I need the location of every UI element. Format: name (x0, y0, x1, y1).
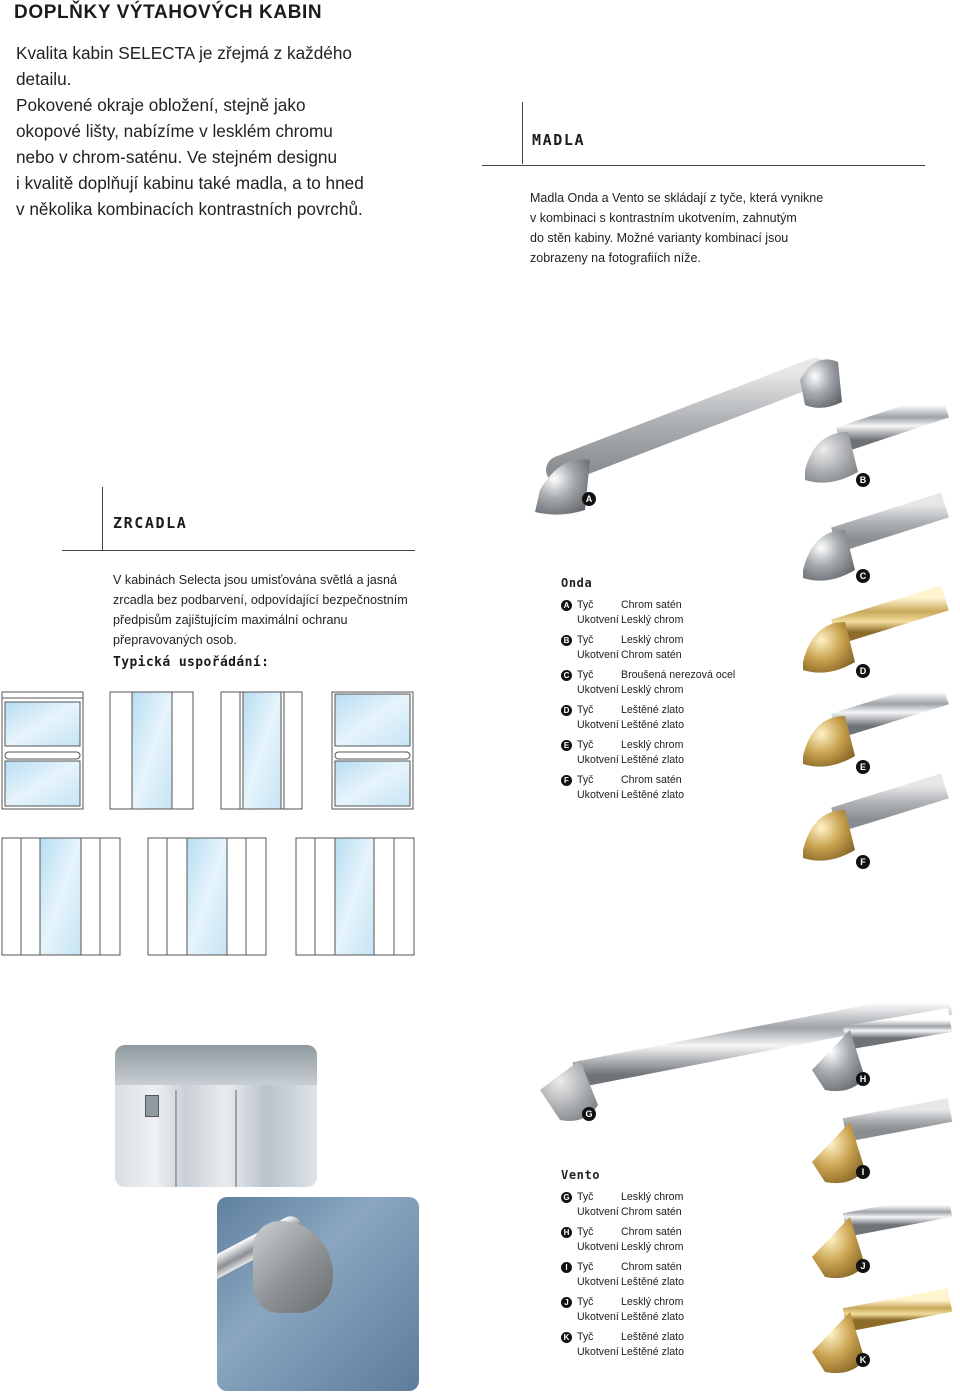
rod-value: Leštěné zlato (621, 703, 685, 716)
anchor-value: Leštěné zlato (621, 1346, 685, 1358)
letter-badge: H (561, 1227, 572, 1238)
anchor-value: Lesklý chrom (621, 614, 684, 626)
badge-a: A (582, 492, 596, 506)
rod-label: Tyč (577, 1190, 594, 1203)
anchor-value: Leštěné zlato (621, 1311, 685, 1323)
handle-onda-d (803, 598, 945, 673)
handle-onda-c (803, 505, 945, 581)
typical-arrangements-heading: Typická uspořádání: (113, 655, 270, 670)
anchor-label: Ukotvení (577, 789, 619, 801)
madla-heading: MADLA (532, 131, 586, 149)
onda-item (561, 738, 735, 769)
handle-vento-i (812, 1110, 950, 1183)
anchor-value: Chrom satén (621, 649, 682, 661)
badge-h: H (856, 1072, 870, 1086)
anchor-label: Ukotvení (577, 1276, 619, 1288)
vento-spec-list (561, 1168, 684, 1365)
anchor-label: Ukotvení (577, 754, 619, 766)
anchor-label: Ukotvení (577, 1241, 619, 1253)
handle-vento-j (812, 1205, 950, 1278)
badge-c: C (856, 569, 870, 583)
anchor-label: Ukotvení (577, 649, 619, 661)
letter-badge: G (561, 1192, 572, 1203)
badge-b: B (856, 473, 870, 487)
badge-k: K (856, 1353, 870, 1367)
rod-value: Chrom satén (621, 1260, 682, 1273)
anchor-label: Ukotvení (577, 719, 619, 731)
page-title: DOPLŇKY VÝTAHOVÝCH KABIN (14, 2, 323, 23)
vento-item (561, 1330, 684, 1361)
intro-line: Kvalita kabin SELECTA je zřejmá z každého (16, 43, 352, 63)
vento-item (561, 1260, 684, 1291)
onda-heading: Onda (561, 576, 593, 590)
letter-badge: J (561, 1297, 572, 1308)
rod-label: Tyč (577, 668, 594, 681)
letter-badge: A (561, 600, 572, 611)
onda-item (561, 773, 735, 804)
badge-d: D (856, 664, 870, 678)
rod-label: Tyč (577, 1225, 594, 1238)
anchor-value: Lesklý chrom (621, 1241, 684, 1253)
vento-heading: Vento (561, 1168, 601, 1182)
zrcadla-line: V kabinách Selecta jsou umisťována světlá a jasná (113, 573, 398, 587)
badge-i: I (856, 1165, 870, 1179)
handle-vento-k (812, 1300, 950, 1373)
letter-badge: C (561, 670, 572, 681)
letter-badge: D (561, 705, 572, 716)
anchor-value: Chrom satén (621, 1206, 682, 1218)
badge-f: F (856, 855, 870, 869)
madla-line: Madla Onda a Vento se skládají z tyče, která vynikne (530, 191, 824, 205)
anchor-value: Leštěné zlato (621, 754, 685, 766)
anchor-value: Lesklý chrom (621, 684, 684, 696)
rod-value: Chrom satén (621, 773, 682, 786)
rod-label: Tyč (577, 1295, 594, 1308)
onda-item (561, 668, 735, 699)
handle-onda-a (535, 359, 842, 514)
onda-item (561, 703, 735, 734)
anchor-value: Leštěné zlato (621, 789, 685, 801)
rod-label: Tyč (577, 773, 594, 786)
rod-label: Tyč (577, 1330, 594, 1343)
vento-item (561, 1190, 684, 1221)
intro-line: okopové lišty, nabízíme v lesklém chromu (16, 121, 333, 141)
anchor-value: Leštěné zlato (621, 1276, 685, 1288)
letter-badge: K (561, 1332, 572, 1343)
letter-badge: F (561, 775, 572, 786)
intro-line: detailu. (16, 69, 72, 89)
zrcadla-line: přepravovaných osob. (113, 633, 237, 647)
onda-item (561, 633, 735, 664)
anchor-value: Leštěné zlato (621, 719, 685, 731)
handle-onda-e (803, 692, 945, 767)
anchor-label: Ukotvení (577, 1206, 619, 1218)
handle-onda-f (803, 786, 945, 861)
anchor-label: Ukotvení (577, 614, 619, 626)
letter-badge: E (561, 740, 572, 751)
zrcadla-line: zrcadla bez podbarvení, odpovídající bezpečnostním (113, 593, 408, 607)
badge-j: J (856, 1259, 870, 1273)
letter-badge: B (561, 635, 572, 646)
madla-line: v kombinaci s kontrastním ukotvením, zahnutým (530, 211, 797, 225)
rod-value: Leštěné zlato (621, 1330, 685, 1343)
intro-line: v několika kombinacích kontrastních povrchů. (16, 199, 363, 219)
rod-value: Chrom satén (621, 1225, 682, 1238)
madla-line: do stěn kabiny. Možné varianty kombinací jsou (530, 231, 789, 245)
intro-line: i kvalitě doplňují kabinu také madla, a to hned (16, 173, 364, 193)
onda-spec-list (561, 576, 735, 808)
rod-label: Tyč (577, 1260, 594, 1273)
rod-label: Tyč (577, 703, 594, 716)
vento-item (561, 1225, 684, 1256)
anchor-label: Ukotvení (577, 684, 619, 696)
rod-label: Tyč (577, 738, 594, 751)
madla-line: zobrazeny na fotografiích níže. (530, 251, 701, 265)
badge-e: E (856, 760, 870, 774)
handle-onda-b (805, 405, 945, 483)
intro-line: Pokovené okraje obložení, stejně jako (16, 95, 306, 115)
rod-value: Broušená nerezová ocel (621, 668, 736, 681)
zrcadla-heading: ZRCADLA (113, 514, 188, 532)
zrcadla-line: předpisům zajištujícím maximální ochranu (113, 613, 348, 627)
rod-value: Lesklý chrom (621, 633, 684, 646)
intro-line: nebo v chrom-saténu. Ve stejném designu (16, 147, 338, 167)
anchor-label: Ukotvení (577, 1346, 619, 1358)
rod-value: Lesklý chrom (621, 738, 684, 751)
rod-value: Lesklý chrom (621, 1190, 684, 1203)
rod-label: Tyč (577, 633, 594, 646)
anchor-label: Ukotvení (577, 1311, 619, 1323)
badge-g: G (582, 1107, 596, 1121)
rod-value: Lesklý chrom (621, 1295, 684, 1308)
vento-item (561, 1295, 684, 1326)
onda-item (561, 598, 735, 629)
rod-value: Chrom satén (621, 598, 682, 611)
letter-badge: I (561, 1262, 572, 1273)
rod-label: Tyč (577, 598, 594, 611)
